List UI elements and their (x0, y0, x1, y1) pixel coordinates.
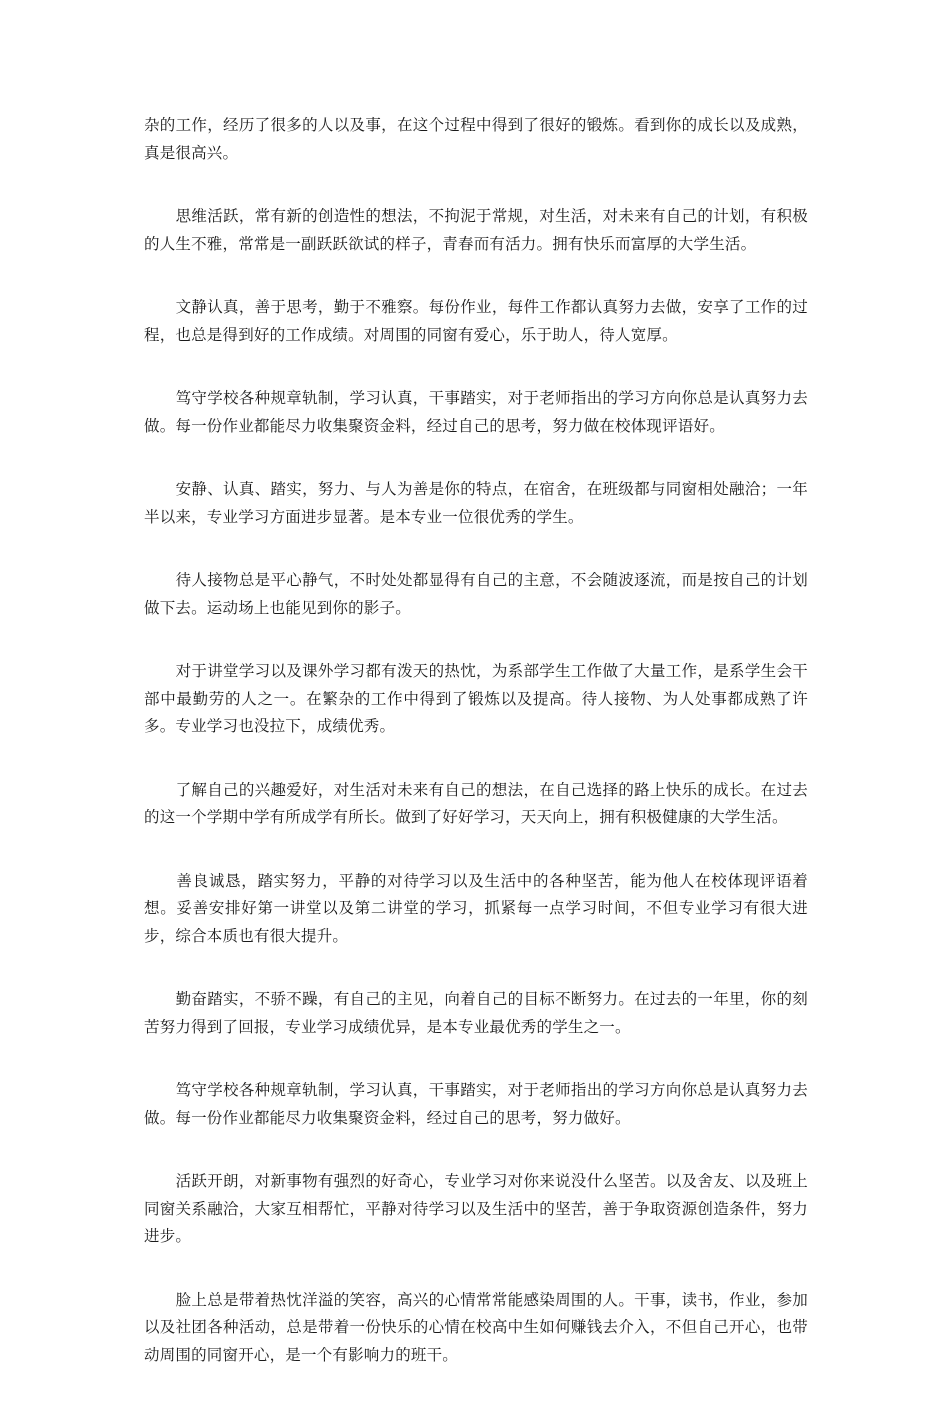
document-body (144, 112, 808, 1405)
paragraph: 杂的工作，经历了很多的人以及事，在这个过程中得到了很好的锻炼。看到你的成长以及成熟，真是很高兴。 (144, 116, 808, 162)
paragraph: 安静、认真、踏实，努力、与人为善是你的特点，在宿舍，在班级都与同窗相处融洽；一年半以来，专业学习方面进步显著。是本专业一位很优秀的学生。 (144, 480, 808, 526)
paragraph: 待人接物总是平心静气，不时处处都显得有自己的主意，不会随波逐流，而是按自己的计划做下去。运动场上也能见到你的影子。 (144, 571, 808, 617)
paragraph: 对于讲堂学习以及课外学习都有泼天的热忱，为系部学生工作做了大量工作，是系学生会干部中最勤劳的人之一。在繁杂的工作中得到了锻炼以及提高。待人接物、为人处事都成熟了许多。专业学习也没拉下，成绩优秀。 (144, 662, 808, 735)
paragraph: 思维活跃，常有新的创造性的想法，不拘泥于常规，对生活，对未来有自己的计划，有积极的人生不雅，常常是一副跃跃欲试的样子，青春而有活力。拥有快乐而富厚的大学生活。 (144, 207, 808, 253)
paragraph: 脸上总是带着热忱洋溢的笑容，高兴的心情常常能感染周围的人。干事，读书，作业，参加以及社团各种活动，总是带着一份快乐的心情在校高中生如何赚钱去介入，不但自己开心，也带动周围的同窗开心，是一个有影响力的班干。 (144, 1290, 808, 1364)
paragraph: 活跃开朗，对新事物有强烈的好奇心，专业学习对你来说没什么坚苦。以及舍友、以及班上同窗关系融洽，大家互相帮忙，平静对待学习以及生活中的坚苦，善于争取资源创造条件，努力进步。 (144, 1172, 808, 1245)
paragraph: 笃守学校各种规章轨制，学习认真，干事踏实，对于老师指出的学习方向你总是认真努力去做。每一份作业都能尽力收集聚资金料，经过自己的思考，努力做好。 (144, 1081, 808, 1127)
paragraph: 善良诚恳，踏实努力，平静的对待学习以及生活中的各种坚苦，能为他人在校体现评语着想。妥善安排好第一讲堂以及第二讲堂的学习，抓紧每一点学习时间，不但专业学习有很大进步，综合本质也有很大提升。 (144, 871, 808, 945)
paragraph: 了解自己的兴趣爱好，对生活对未来有自己的想法，在自己选择的路上快乐的成长。在过去的这一个学期中学有所成学有所长。做到了好好学习，天天向上，拥有积极健康的大学生活。 (144, 780, 808, 826)
paragraph: 笃守学校各种规章轨制，学习认真，干事踏实，对于老师指出的学习方向你总是认真努力去做。每一份作业都能尽力收集聚资金料，经过自己的思考，努力做在校体现评语好。 (144, 389, 808, 435)
paragraph: 勤奋踏实，不骄不躁，有自己的主见，向着自己的目标不断努力。在过去的一年里，你的刻苦努力得到了回报，专业学习成绩优异，是本专业最优秀的学生之一。 (144, 990, 808, 1036)
paragraph: 文静认真，善于思考，勤于不雅察。每份作业，每件工作都认真努力去做，安享了工作的过程，也总是得到好的工作成绩。对周围的同窗有爱心，乐于助人，待人宽厚。 (144, 298, 808, 344)
